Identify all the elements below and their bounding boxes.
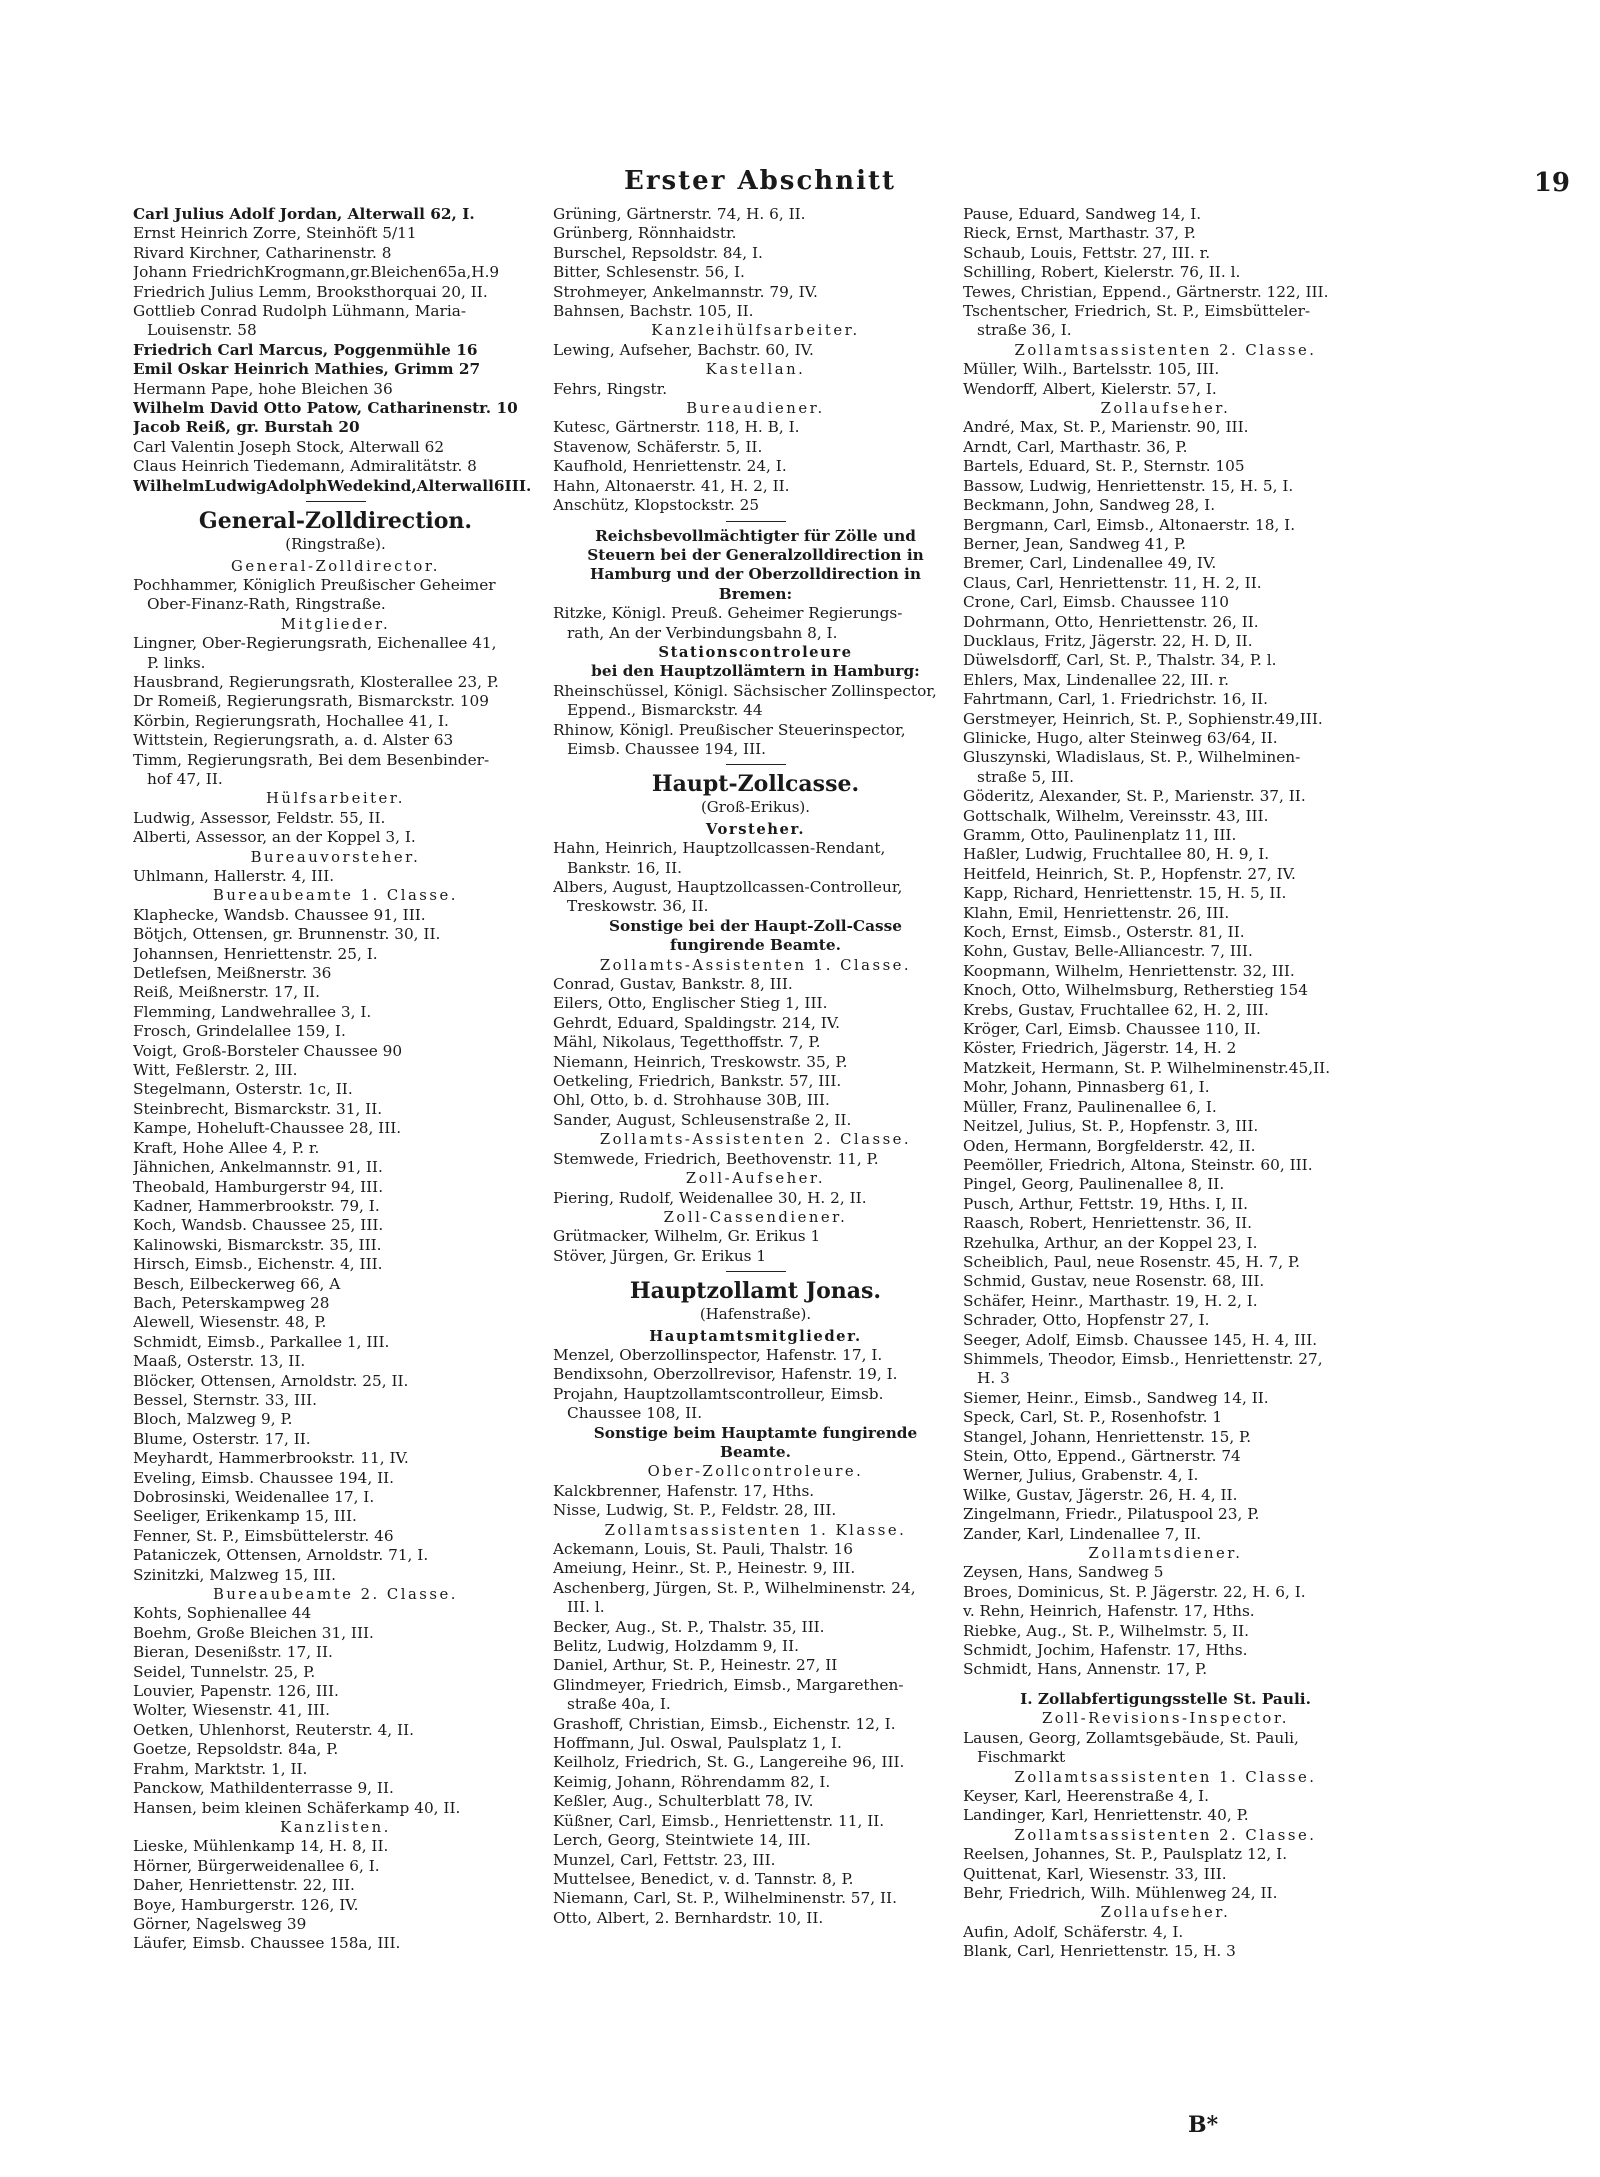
directory-entry: Jähnichen, Ankelmannstr. 91, II. xyxy=(133,1158,383,1177)
directory-entry: Bassow, Ludwig, Henriettenstr. 15, H. 5, I. xyxy=(963,476,1294,495)
directory-entry: Raasch, Robert, Henriettenstr. 36, II. xyxy=(963,1214,1253,1233)
rank-heading: Zollamtsassistenten 2. Classe. xyxy=(1014,341,1317,359)
directory-entry: Gottlieb Conrad Rudolph Lühmann, Maria- xyxy=(133,302,467,321)
column-2 xyxy=(553,205,958,1928)
directory-entry: Bloch, Malzweg 9, P. xyxy=(133,1410,293,1429)
directory-entry: Hahn, Altonaerstr. 41, H. 2, II. xyxy=(553,476,790,495)
directory-entry: Menzel, Oberzollinspector, Hafenstr. 17, I. xyxy=(553,1345,883,1364)
directory-entry: Oetkeling, Friedrich, Bankstr. 57, III. xyxy=(553,1072,842,1091)
directory-entry: Tewes, Christian, Eppend., Gärtnerstr. 122, III. xyxy=(963,282,1329,301)
directory-entry: WilhelmLudwigAdolphWedekind,Alterwall6III. xyxy=(133,476,532,495)
rank-heading: Hauptamtsmitglieder. xyxy=(649,1327,862,1345)
rank-heading: Zoll-Revisions-Inspector. xyxy=(1042,1710,1289,1728)
directory-entry: Carl Julius Adolf Jordan, Alterwall 62, I. xyxy=(133,205,475,223)
directory-entry: Oetken, Uhlenhorst, Reuterstr. 4, II. xyxy=(133,1720,414,1739)
directory-entry: Gehrdt, Eduard, Spaldingstr. 214, IV. xyxy=(553,1013,841,1032)
directory-entry: Lingner, Ober-Regierungsrath, Eichenallee 41, xyxy=(133,634,497,653)
directory-entry: Peemöller, Friedrich, Altona, Steinstr. 60, III. xyxy=(963,1155,1313,1174)
directory-entry: Schilling, Robert, Kielerstr. 76, II. l. xyxy=(963,263,1241,282)
directory-entry: Blume, Osterstr. 17, II. xyxy=(133,1429,311,1448)
directory-entry: Dr Romeiß, Regierungsrath, Bismarckstr. 109 xyxy=(133,692,489,711)
directory-entry: Conrad, Gustav, Bankstr. 8, III. xyxy=(553,975,793,994)
rank-heading: Kanzlisten. xyxy=(280,1818,391,1836)
directory-entry: Pingel, Georg, Paulinenallee 8, II. xyxy=(963,1175,1225,1194)
directory-entry: Schmidt, Eimsb., Parkallee 1, III. xyxy=(133,1332,390,1351)
directory-entry: Behr, Friedrich, Wilh. Mühlenweg 24, II. xyxy=(963,1883,1278,1902)
directory-entry: Fenner, St. P., Eimsbüttelerstr. 46 xyxy=(133,1526,394,1545)
directory-entry: Anschütz, Klopstockstr. 25 xyxy=(553,496,760,515)
centered-heading: fungirende Beamte. xyxy=(670,936,841,955)
directory-entry: v. Rehn, Heinrich, Hafenstr. 17, Hths. xyxy=(963,1602,1255,1621)
directory-entry: Daher, Henriettenstr. 22, III. xyxy=(133,1876,355,1895)
section-heading: Haupt-Zollcasse. xyxy=(651,771,860,798)
directory-entry: Rhinow, Königl. Preußischer Steuerinspector, xyxy=(553,720,906,739)
entry-continuation: P. links. xyxy=(147,653,206,672)
directory-entry: Hörner, Bürgerweidenallee 6, I. xyxy=(133,1856,380,1875)
directory-entry: Schmidt, Jochim, Hafenstr. 17, Hths. xyxy=(963,1641,1248,1660)
directory-entry: Aufin, Adolf, Schäferstr. 4, I. xyxy=(963,1922,1184,1941)
directory-entry: Timm, Regierungsrath, Bei dem Besenbinder- xyxy=(133,750,490,769)
directory-entry: Stangel, Johann, Henriettenstr. 15, P. xyxy=(963,1427,1252,1446)
directory-entry: Grünberg, Rönnhaidstr. xyxy=(553,224,737,243)
directory-entry: Wittstein, Regierungsrath, a. d. Alster 63 xyxy=(133,731,454,750)
directory-entry: Bremer, Carl, Lindenallee 49, IV. xyxy=(963,554,1217,573)
directory-entry: Koopmann, Wilhelm, Henriettenstr. 32, III. xyxy=(963,961,1295,980)
directory-entry: Werner, Julius, Grabenstr. 4, I. xyxy=(963,1466,1199,1485)
rank-heading: General-Zolldirector. xyxy=(231,557,440,575)
directory-entry: Fahrtmann, Carl, 1. Friedrichstr. 16, II. xyxy=(963,690,1269,709)
directory-entry: Siemer, Heinr., Eimsb., Sandweg 14, II. xyxy=(963,1388,1269,1407)
directory-entry: Hoffmann, Jul. Oswal, Paulsplatz 1, I. xyxy=(553,1734,842,1753)
rank-heading: Bureauvorsteher. xyxy=(250,848,421,866)
directory-entry: Meyhardt, Hammerbrookstr. 11, IV. xyxy=(133,1449,409,1468)
rank-heading: Mitglieder. xyxy=(280,615,391,633)
directory-entry: Mohr, Johann, Pinnasberg 61, I. xyxy=(963,1078,1210,1097)
directory-entry: Oden, Hermann, Borgfelderstr. 42, II. xyxy=(963,1136,1256,1155)
directory-entry: Besch, Eilbeckerweg 66, A xyxy=(133,1274,341,1293)
directory-entry: Blöcker, Ottensen, Arnoldstr. 25, II. xyxy=(133,1371,409,1390)
directory-entry: Stegelmann, Osterstr. 1c, II. xyxy=(133,1080,353,1099)
directory-entry: Stavenow, Schäferstr. 5, II. xyxy=(553,437,763,456)
directory-entry: Keyser, Karl, Heerenstraße 4, I. xyxy=(963,1786,1210,1805)
directory-entry: Bendixsohn, Oberzollrevisor, Hafenstr. 19, I. xyxy=(553,1365,898,1384)
directory-entry: Eilers, Otto, Englischer Stieg 1, III. xyxy=(553,994,828,1013)
directory-entry: Claus, Carl, Henriettenstr. 11, H. 2, II. xyxy=(963,573,1262,592)
directory-entry: Claus Heinrich Tiedemann, Admiralitätstr. 8 xyxy=(133,457,477,476)
directory-entry: Seidel, Tunnelstr. 25, P. xyxy=(133,1662,316,1681)
centered-heading: bei den Hauptzollämtern in Hamburg: xyxy=(591,662,920,681)
directory-entry: Wolter, Wiesenstr. 41, III. xyxy=(133,1701,331,1720)
rank-heading: Zoll-Aufseher. xyxy=(685,1170,826,1188)
directory-entry: Otto, Albert, 2. Bernhardstr. 10, II. xyxy=(553,1908,824,1927)
directory-entry: Albers, August, Hauptzollcassen-Controlleur, xyxy=(553,878,903,896)
rank-heading: Zollamtsassistenten 1. Klasse. xyxy=(604,1521,907,1539)
directory-entry: Kalckbrenner, Hafenstr. 17, Hths. xyxy=(553,1481,815,1500)
directory-entry: Seeliger, Erikenkamp 15, III. xyxy=(133,1507,357,1526)
directory-entry: Friedrich Julius Lemm, Brooksthorquai 20, II. xyxy=(133,282,488,301)
directory-entry: Riebke, Aug., St. P., Wilhelmstr. 5, II. xyxy=(963,1621,1250,1640)
directory-entry: Emil Oskar Heinrich Mathies, Grimm 27 xyxy=(133,360,481,379)
directory-entry: Kalinowski, Bismarckstr. 35, III. xyxy=(133,1235,382,1254)
directory-entry: Carl Valentin Joseph Stock, Alterwall 62 xyxy=(133,437,445,456)
rank-heading: Kanzleihülfsarbeiter. xyxy=(651,322,860,340)
directory-entry: Maaß, Osterstr. 13, II. xyxy=(133,1352,306,1371)
directory-entry: Steinbrecht, Bismarckstr. 31, II. xyxy=(133,1099,383,1118)
directory-entry: Rieck, Ernst, Marthastr. 37, P. xyxy=(963,224,1196,243)
rank-heading: Bureaubeamte 2. Classe. xyxy=(213,1586,458,1604)
directory-entry: Szinitzki, Malzweg 15, III. xyxy=(133,1565,336,1584)
directory-entry: Reelsen, Johannes, St. P., Paulsplatz 12, I. xyxy=(963,1845,1288,1864)
directory-entry: Johannsen, Henriettenstr. 25, I. xyxy=(133,944,378,963)
column-3 xyxy=(963,205,1368,1962)
directory-entry: Görner, Nagelsweg 39 xyxy=(133,1914,307,1933)
directory-entry: Körbin, Regierungsrath, Hochallee 41, I. xyxy=(133,711,449,730)
entry-continuation: H. 3 xyxy=(977,1369,1010,1388)
section-subheading: (Groß-Erikus). xyxy=(700,798,811,817)
directory-entry: Hirsch, Eimsb., Eichenstr. 4, III. xyxy=(133,1255,383,1274)
entry-continuation: III. l. xyxy=(567,1598,605,1617)
page-header xyxy=(560,166,1570,206)
directory-entry: Berner, Jean, Sandweg 41, P. xyxy=(963,534,1187,553)
directory-entry: Kapp, Richard, Henriettenstr. 15, H. 5, II. xyxy=(963,884,1287,903)
directory-entry: Schmidt, Hans, Annenstr. 17, P. xyxy=(963,1660,1208,1679)
directory-entry: Koch, Ernst, Eimsb., Osterstr. 81, II. xyxy=(963,923,1245,942)
rank-heading: Zollamtsassistenten 1. Classe. xyxy=(1014,1768,1317,1786)
directory-entry: Scheiblich, Paul, neue Rosenstr. 45, H. 7, P. xyxy=(963,1252,1301,1271)
directory-entry: Ameiung, Heinr., St. P., Heinestr. 9, III. xyxy=(553,1559,856,1578)
directory-entry: Bartels, Eduard, St. P., Sternstr. 105 xyxy=(963,457,1245,476)
directory-entry: Rzehulka, Arthur, an der Koppel 23, I. xyxy=(963,1233,1258,1252)
directory-entry: Landinger, Karl, Henriettenstr. 40, P. xyxy=(963,1806,1249,1825)
directory-entry: Muttelsee, Benedict, v. d. Tannstr. 8, P. xyxy=(553,1869,854,1888)
directory-entry: Keßler, Aug., Schulterblatt 78, IV. xyxy=(553,1792,814,1811)
directory-entry: Schmid, Gustav, neue Rosenstr. 68, III. xyxy=(963,1272,1265,1291)
directory-entry: Kutesc, Gärtnerstr. 118, H. B, I. xyxy=(553,418,800,437)
directory-entry: Eveling, Eimsb. Chaussee 194, II. xyxy=(133,1468,395,1487)
directory-entry: Müller, Wilh., Bartelsstr. 105, III. xyxy=(963,360,1220,379)
rank-heading: Zollamtsassistenten 2. Classe. xyxy=(1014,1826,1317,1844)
entry-continuation: Eppend., Bismarckstr. 44 xyxy=(567,701,763,720)
directory-entry: Rivard Kirchner, Catharinenstr. 8 xyxy=(133,243,392,262)
directory-entry: Bieran, Desenißstr. 17, II. xyxy=(133,1643,333,1662)
entry-continuation: Treskowstr. 36, II. xyxy=(567,897,709,916)
column-1 xyxy=(133,205,538,1954)
rank-heading: Bureaubeamte 1. Classe. xyxy=(213,887,458,905)
directory-entry: Boehm, Große Bleichen 31, III. xyxy=(133,1623,374,1642)
entry-continuation: Fischmarkt xyxy=(977,1748,1066,1767)
directory-entry: Hansen, beim kleinen Schäferkamp 40, II. xyxy=(133,1798,461,1817)
directory-entry: Küßner, Carl, Eimsb., Henriettenstr. 11, II. xyxy=(553,1811,885,1830)
directory-entry: Flemming, Landwehrallee 3, I. xyxy=(133,1002,372,1021)
directory-entry: Grütmacker, Wilhelm, Gr. Erikus 1 xyxy=(553,1227,821,1246)
directory-entry: Kadner, Hammerbrookstr. 79, I. xyxy=(133,1196,380,1215)
directory-entry: Kohn, Gustav, Belle-Alliancestr. 7, III. xyxy=(963,942,1253,961)
directory-entry: Lausen, Georg, Zollamtsgebäude, St. Pauli, xyxy=(963,1728,1299,1747)
section-divider xyxy=(726,521,786,522)
centered-heading: Sonstige bei der Haupt-Zoll-Casse xyxy=(609,916,902,935)
directory-entry: Ohl, Otto, b. d. Strohhause 30B, III. xyxy=(553,1091,830,1110)
entry-continuation: straße 5, III. xyxy=(977,767,1075,786)
directory-entry: Daniel, Arthur, St. P., Heinestr. 27, II xyxy=(553,1656,838,1675)
entry-continuation: Chaussee 108, II. xyxy=(567,1404,703,1423)
entry-continuation: hof 47, II. xyxy=(147,769,223,788)
directory-entry: Kraft, Hohe Allee 4, P. r. xyxy=(133,1138,320,1157)
directory-entry: Witt, Feßlerstr. 2, III. xyxy=(133,1061,298,1080)
directory-entry: Belitz, Ludwig, Holzdamm 9, II. xyxy=(553,1637,800,1656)
directory-entry: Friedrich Carl Marcus, Poggenmühle 16 xyxy=(133,340,478,359)
rank-heading: Zoll-Cassendiener. xyxy=(663,1208,848,1226)
directory-entry: Speck, Carl, St. P., Rosenhofstr. 1 xyxy=(963,1408,1223,1427)
directory-entry: Fehrs, Ringstr. xyxy=(553,379,668,398)
directory-entry: Zander, Karl, Lindenallee 7, II. xyxy=(963,1524,1202,1543)
section-divider xyxy=(726,1271,786,1272)
entry-continuation: straße 36, I. xyxy=(977,321,1072,340)
directory-entry: Uhlmann, Hallerstr. 4, III. xyxy=(133,867,335,885)
section-gap xyxy=(963,1680,1368,1690)
directory-entry: Beckmann, John, Sandweg 28, I. xyxy=(963,496,1216,515)
directory-entry: Zingelmann, Friedr., Pilatuspool 23, P. xyxy=(963,1505,1260,1524)
directory-entry: Panckow, Mathildenterrasse 9, II. xyxy=(133,1779,394,1798)
directory-entry: Seeger, Adolf, Eimsb. Chaussee 145, H. 4, III. xyxy=(963,1330,1318,1349)
directory-entry: Bach, Peterskampweg 28 xyxy=(133,1293,330,1312)
entry-continuation: straße 40a, I. xyxy=(567,1695,671,1714)
directory-entry: Munzel, Carl, Fettstr. 23, III. xyxy=(553,1850,776,1869)
directory-entry: Mähl, Nikolaus, Tegetthoffstr. 7, P. xyxy=(553,1033,821,1052)
centered-heading: Sonstige beim Hauptamte fungirende xyxy=(593,1423,918,1442)
centered-heading: Steuern bei der Generalzolldirection in xyxy=(587,545,924,564)
rank-heading: Zollamtsdiener. xyxy=(1088,1545,1243,1563)
directory-entry: Reiß, Meißnerstr. 17, II. xyxy=(133,983,320,1002)
entry-continuation: Bankstr. 16, II. xyxy=(567,858,682,877)
directory-entry: Strohmeyer, Ankelmannstr. 79, IV. xyxy=(553,282,818,301)
directory-entry: Pataniczek, Ottensen, Arnoldstr. 71, I. xyxy=(133,1546,429,1565)
rank-heading: Ober-Zollcontroleure. xyxy=(647,1463,864,1481)
directory-entry: Grashoff, Christian, Eimsb., Eichenstr. 12, I. xyxy=(553,1714,896,1733)
signature-mark: B* xyxy=(1188,2112,1219,2138)
section-subheading: (Hafenstraße). xyxy=(699,1305,812,1324)
directory-entry: Arndt, Carl, Marthastr. 36, P. xyxy=(963,437,1188,456)
directory-entry: Knoch, Otto, Wilhelmsburg, Retherstieg 154 xyxy=(963,981,1308,1000)
centered-heading: Beamte. xyxy=(720,1442,791,1461)
page-number: 19 xyxy=(1533,168,1570,198)
directory-entry: Wilke, Gustav, Jägerstr. 26, H. 4, II. xyxy=(963,1485,1238,1504)
directory-entry: Goetze, Repsoldstr. 84a, P. xyxy=(133,1740,339,1759)
directory-entry: Kaufhold, Henriettenstr. 24, I. xyxy=(553,457,787,476)
section-heading: General-Zolldirection. xyxy=(198,508,473,535)
directory-entry: Koch, Wandsb. Chaussee 25, III. xyxy=(133,1216,384,1235)
rank-heading: Kastellan. xyxy=(705,361,806,379)
directory-entry: Lieske, Mühlenkamp 14, H. 8, II. xyxy=(133,1837,389,1856)
entry-continuation: Ober-Finanz-Rath, Ringstraße. xyxy=(147,595,386,614)
directory-entry: Köster, Friedrich, Jägerstr. 14, H. 2 xyxy=(963,1039,1237,1058)
directory-entry: Lewing, Aufseher, Bachstr. 60, IV. xyxy=(553,340,814,359)
directory-entry: Kröger, Carl, Eimsb. Chaussee 110, II. xyxy=(963,1020,1261,1039)
rank-heading: Stationscontroleure xyxy=(658,643,853,661)
directory-entry: Bessel, Sternstr. 33, III. xyxy=(133,1390,318,1409)
directory-entry: Aschenberg, Jürgen, St. P., Wilhelminenstr. 24, xyxy=(553,1578,916,1597)
directory-entry: Neitzel, Julius, St. P., Hopfenstr. 3, III. xyxy=(963,1117,1259,1136)
running-head: Erster Abschnitt xyxy=(624,166,896,196)
directory-entry: Schrader, Otto, Hopfenstr 27, I. xyxy=(963,1311,1210,1330)
directory-entry: Keilholz, Friedrich, St. G., Langereihe 96, III. xyxy=(553,1753,905,1772)
section-divider xyxy=(726,764,786,765)
directory-entry: Broes, Dominicus, St. P. Jägerstr. 22, H. 6, I. xyxy=(963,1582,1306,1601)
directory-entry: Schäfer, Heinr., Marthastr. 19, H. 2, I. xyxy=(963,1291,1258,1310)
directory-entry: Niemann, Heinrich, Treskowstr. 35, P. xyxy=(553,1052,848,1071)
directory-entry: Ducklaus, Fritz, Jägerstr. 22, H. D, II. xyxy=(963,631,1253,650)
directory-entry: Ludwig, Assessor, Feldstr. 55, II. xyxy=(133,808,386,827)
directory-entry: Burschel, Repsoldstr. 84, I. xyxy=(553,243,763,262)
directory-entry: Piering, Rudolf, Weidenallee 30, H. 2, II. xyxy=(553,1188,867,1207)
directory-entry: Kohts, Sophienallee 44 xyxy=(133,1604,312,1623)
directory-entry: Alewell, Wiesenstr. 48, P. xyxy=(133,1313,327,1332)
rank-heading: Vorsteher. xyxy=(705,820,806,838)
directory-entry: Krebs, Gustav, Fruchtallee 62, H. 2, III. xyxy=(963,1000,1269,1019)
directory-entry: Detlefsen, Meißnerstr. 36 xyxy=(133,964,332,983)
section-divider xyxy=(306,501,366,502)
directory-entry: Theobald, Hamburgerstr 94, III. xyxy=(133,1177,384,1196)
directory-entry: Ritzke, Königl. Preuß. Geheimer Regierungs- xyxy=(553,604,903,623)
directory-entry: Keimig, Johann, Röhrendamm 82, I. xyxy=(553,1772,831,1791)
directory-entry: Bergmann, Carl, Eimsb., Altonaerstr. 18, I. xyxy=(963,515,1296,534)
directory-entry: Johann FriedrichKrogmann,gr.Bleichen65a,H.9 xyxy=(133,263,500,282)
entry-continuation: Louisenstr. 58 xyxy=(147,321,257,340)
directory-entry: Grüning, Gärtnerstr. 74, H. 6, II. xyxy=(553,205,806,223)
section-heading: Hauptzollamt Jonas. xyxy=(629,1278,882,1305)
centered-heading: Bremen: xyxy=(718,584,793,603)
directory-entry: Gramm, Otto, Paulinenplatz 11, III. xyxy=(963,826,1237,844)
directory-entry: Pause, Eduard, Sandweg 14, I. xyxy=(963,205,1202,223)
entry-continuation: rath, An der Verbindungsbahn 8, I. xyxy=(567,623,838,642)
directory-entry: Alberti, Assessor, an der Koppel 3, I. xyxy=(133,828,416,847)
directory-entry: Wendorff, Albert, Kielerstr. 57, I. xyxy=(963,379,1217,398)
directory-entry: Müller, Franz, Paulinenallee 6, I. xyxy=(963,1097,1217,1116)
directory-entry: Bötjch, Ottensen, gr. Brunnenstr. 30, II. xyxy=(133,925,441,944)
directory-entry: Schaub, Louis, Fettstr. 27, III. r. xyxy=(963,243,1211,262)
section-subheading: (Ringstraße). xyxy=(285,535,386,554)
directory-entry: Becker, Aug., St. P., Thalstr. 35, III. xyxy=(553,1617,825,1636)
directory-entry: Boye, Hamburgerstr. 126, IV. xyxy=(133,1895,359,1914)
directory-entry: Hermann Pape, hohe Bleichen 36 xyxy=(133,379,393,398)
centered-heading: I. Zollabfertigungsstelle St. Pauli. xyxy=(1020,1689,1311,1708)
directory-entry: Gluszynski, Wladislaus, St. P., Wilhelminen- xyxy=(963,748,1301,767)
directory-entry: Nisse, Ludwig, St. P., Feldstr. 28, III. xyxy=(553,1501,837,1520)
directory-entry: Stemwede, Friedrich, Beethovenstr. 11, P. xyxy=(553,1149,879,1168)
directory-entry: Heitfeld, Heinrich, St. P., Hopfenstr. 27, IV. xyxy=(963,864,1296,883)
directory-entry: Kampe, Hoheluft-Chaussee 28, III. xyxy=(133,1119,402,1138)
centered-heading: Reichsbevollmächtigter für Zölle und xyxy=(595,526,916,545)
directory-entry: Sander, August, Schleusenstraße 2, II. xyxy=(553,1110,852,1129)
directory-entry: Zeysen, Hans, Sandweg 5 xyxy=(963,1563,1164,1582)
directory-entry: Dohrmann, Otto, Henriettenstr. 26, II. xyxy=(963,612,1259,631)
directory-entry: Lerch, Georg, Steintwiete 14, III. xyxy=(553,1831,811,1850)
directory-entry: Dobrosinski, Weidenallee 17, I. xyxy=(133,1488,375,1506)
directory-entry: Hahn, Heinrich, Hauptzollcassen-Rendant, xyxy=(553,839,886,858)
directory-entry: Wilhelm David Otto Patow, Catharinenstr. 10 xyxy=(133,399,518,418)
entry-continuation: Eimsb. Chaussee 194, III. xyxy=(567,739,767,758)
directory-entry: Shimmels, Theodor, Eimsb., Henriettenstr. 27, xyxy=(963,1349,1323,1368)
directory-entry: Rheinschüssel, Königl. Sächsischer Zollinspector, xyxy=(553,681,937,700)
rank-heading: Zollaufseher. xyxy=(1100,1904,1231,1922)
rank-heading: Zollaufseher. xyxy=(1100,400,1231,418)
directory-entry: Jacob Reiß, gr. Burstah 20 xyxy=(133,418,360,437)
directory-entry: Frosch, Grindelallee 159, I. xyxy=(133,1022,346,1041)
directory-entry: Stöver, Jürgen, Gr. Erikus 1 xyxy=(553,1246,767,1265)
directory-entry: Ackemann, Louis, St. Pauli, Thalstr. 16 xyxy=(553,1540,853,1558)
directory-entry: Gottschalk, Wilhelm, Vereinsstr. 43, III. xyxy=(963,806,1269,825)
directory-entry: André, Max, St. P., Marienstr. 90, III. xyxy=(963,418,1249,437)
directory-entry: Göderitz, Alexander, St. P., Marienstr. 37, II. xyxy=(963,787,1306,806)
directory-entry: Louvier, Papenstr. 126, III. xyxy=(133,1682,339,1701)
directory-entry: Projahn, Hauptzollamtscontrolleur, Eimsb. xyxy=(553,1384,884,1403)
directory-entry: Glinicke, Hugo, alter Steinweg 63/64, II. xyxy=(963,728,1278,747)
directory-entry: Glindmeyer, Friedrich, Eimsb., Margarethen- xyxy=(553,1675,904,1694)
directory-entry: Ernst Heinrich Zorre, Steinhöft 5/11 xyxy=(133,224,417,243)
directory-entry: Klaphecke, Wandsb. Chaussee 91, III. xyxy=(133,905,426,924)
directory-entry: Pusch, Arthur, Fettstr. 19, Hths. I, II. xyxy=(963,1194,1249,1213)
directory-entry: Frahm, Marktstr. 1, II. xyxy=(133,1759,308,1778)
directory-entry: Matzkeit, Hermann, St. P. Wilhelminenstr.45,II. xyxy=(963,1058,1331,1077)
rank-heading: Bureaudiener. xyxy=(686,400,825,418)
centered-heading: Hamburg und der Oberzolldirection in xyxy=(590,565,921,584)
directory-entry: Klahn, Emil, Henriettenstr. 26, III. xyxy=(963,903,1230,922)
rank-heading: Zollamts-Assistenten 2. Classe. xyxy=(599,1131,912,1149)
directory-entry: Crone, Carl, Eimsb. Chaussee 110 xyxy=(963,593,1229,612)
rank-heading: Hülfsarbeiter. xyxy=(266,790,405,808)
directory-entry: Läufer, Eimsb. Chaussee 158a, III. xyxy=(133,1934,401,1953)
directory-entry: Ehlers, Max, Lindenallee 22, III. r. xyxy=(963,670,1229,689)
directory-entry: Blank, Carl, Henriettenstr. 15, H. 3 xyxy=(963,1942,1236,1961)
directory-entry: Hausbrand, Regierungsrath, Klosterallee 23, P. xyxy=(133,672,499,691)
directory-entry: Pochhammer, Königlich Preußischer Geheimer xyxy=(133,575,496,594)
directory-entry: Stein, Otto, Eppend., Gärtnerstr. 74 xyxy=(963,1447,1241,1465)
directory-entry: Bitter, Schlesenstr. 56, I. xyxy=(553,263,745,282)
directory-entry: Voigt, Groß-Borsteler Chaussee 90 xyxy=(133,1041,403,1060)
directory-entry: Quittenat, Karl, Wiesenstr. 33, III. xyxy=(963,1864,1227,1883)
directory-entry: Tschentscher, Friedrich, St. P., Eimsbütteler- xyxy=(963,302,1311,321)
directory-entry: Niemann, Carl, St. P., Wilhelminenstr. 57, II. xyxy=(553,1889,897,1908)
directory-entry: Bahnsen, Bachstr. 105, II. xyxy=(553,302,754,321)
directory-entry: Düwelsdorff, Carl, St. P., Thalstr. 34, P. l. xyxy=(963,651,1277,670)
directory-entry: Haßler, Ludwig, Fruchtallee 80, H. 9, I. xyxy=(963,845,1270,864)
rank-heading: Zollamts-Assistenten 1. Classe. xyxy=(599,956,912,974)
directory-entry: Gerstmeyer, Heinrich, St. P., Sophienstr.49,III. xyxy=(963,709,1323,728)
